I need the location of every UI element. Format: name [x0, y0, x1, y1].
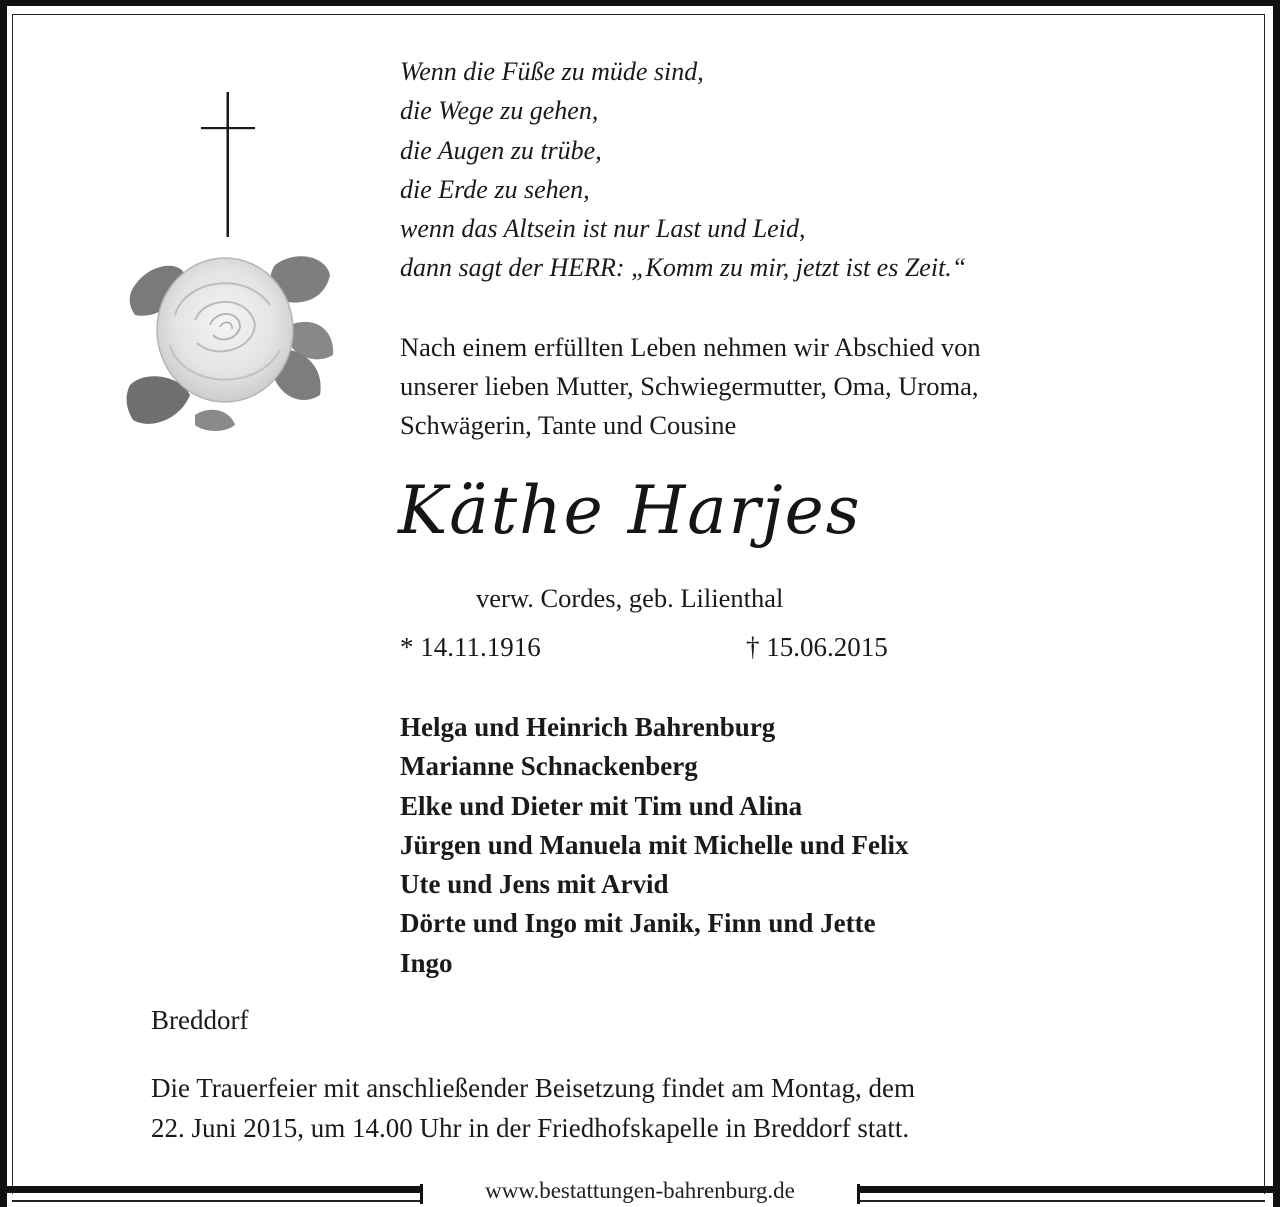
funeral-notice: [151, 1068, 915, 1148]
poem-line: wenn das Altsein ist nur Last und Leid,: [400, 214, 806, 244]
deceased-name: Käthe Harjes: [398, 472, 862, 549]
death-date: † 15.06.2015: [746, 632, 888, 662]
place: Breddorf: [151, 1005, 249, 1035]
notice-line: Die Trauerfeier mit anschließender Beisetzung findet am Montag, dem: [151, 1073, 916, 1103]
mourner-line: Ingo: [400, 947, 453, 978]
cross-icon: [195, 92, 261, 237]
intro-line: unserer lieben Mutter, Schwiegermutter, Oma, Uroma,: [400, 371, 979, 401]
intro-line: Nach einem erfüllten Leben nehmen wir Abschied von: [400, 332, 981, 362]
mourner-line: Marianne Schnackenberg: [400, 751, 698, 782]
footer: [0, 1178, 1280, 1204]
poem-line: Wenn die Füße zu müde sind,: [400, 57, 704, 86]
poem-line: die Wege zu gehen,: [400, 96, 599, 126]
deceased-subtitle: verw. Cordes, geb. Lilienthal: [476, 583, 784, 613]
notice-line: 22. Juni 2015, um 14.00 Uhr in der Friedhofskapelle in Breddorf statt.: [151, 1113, 910, 1143]
mourner-line: Helga und Heinrich Bahrenburg: [400, 712, 776, 742]
footer-url[interactable]: www.bestattungen-bahrenburg.de: [471, 1178, 809, 1203]
poem-line: die Erde zu sehen,: [400, 174, 590, 204]
intro-text: [400, 328, 981, 445]
mourner-line: Dörte und Ingo mit Janik, Finn und Jette: [400, 908, 876, 939]
mourner-line: Jürgen und Manuela mit Michelle und Felix: [400, 829, 909, 860]
rose-icon: [125, 245, 340, 435]
mourner-line: Ute und Jens mit Arvid: [400, 869, 669, 900]
poem-line: dann sagt der HERR: „Komm zu mir, jetzt ist es Zeit.“: [400, 253, 967, 283]
birth-date: * 14.11.1916: [400, 632, 541, 662]
poem-line: die Augen zu trübe,: [400, 135, 602, 165]
mourners-list: [400, 708, 909, 983]
mourner-line: Elke und Dieter mit Tim und Alina: [400, 790, 803, 821]
intro-line: Schwägerin, Tante und Cousine: [400, 410, 737, 440]
poem: [400, 52, 966, 288]
